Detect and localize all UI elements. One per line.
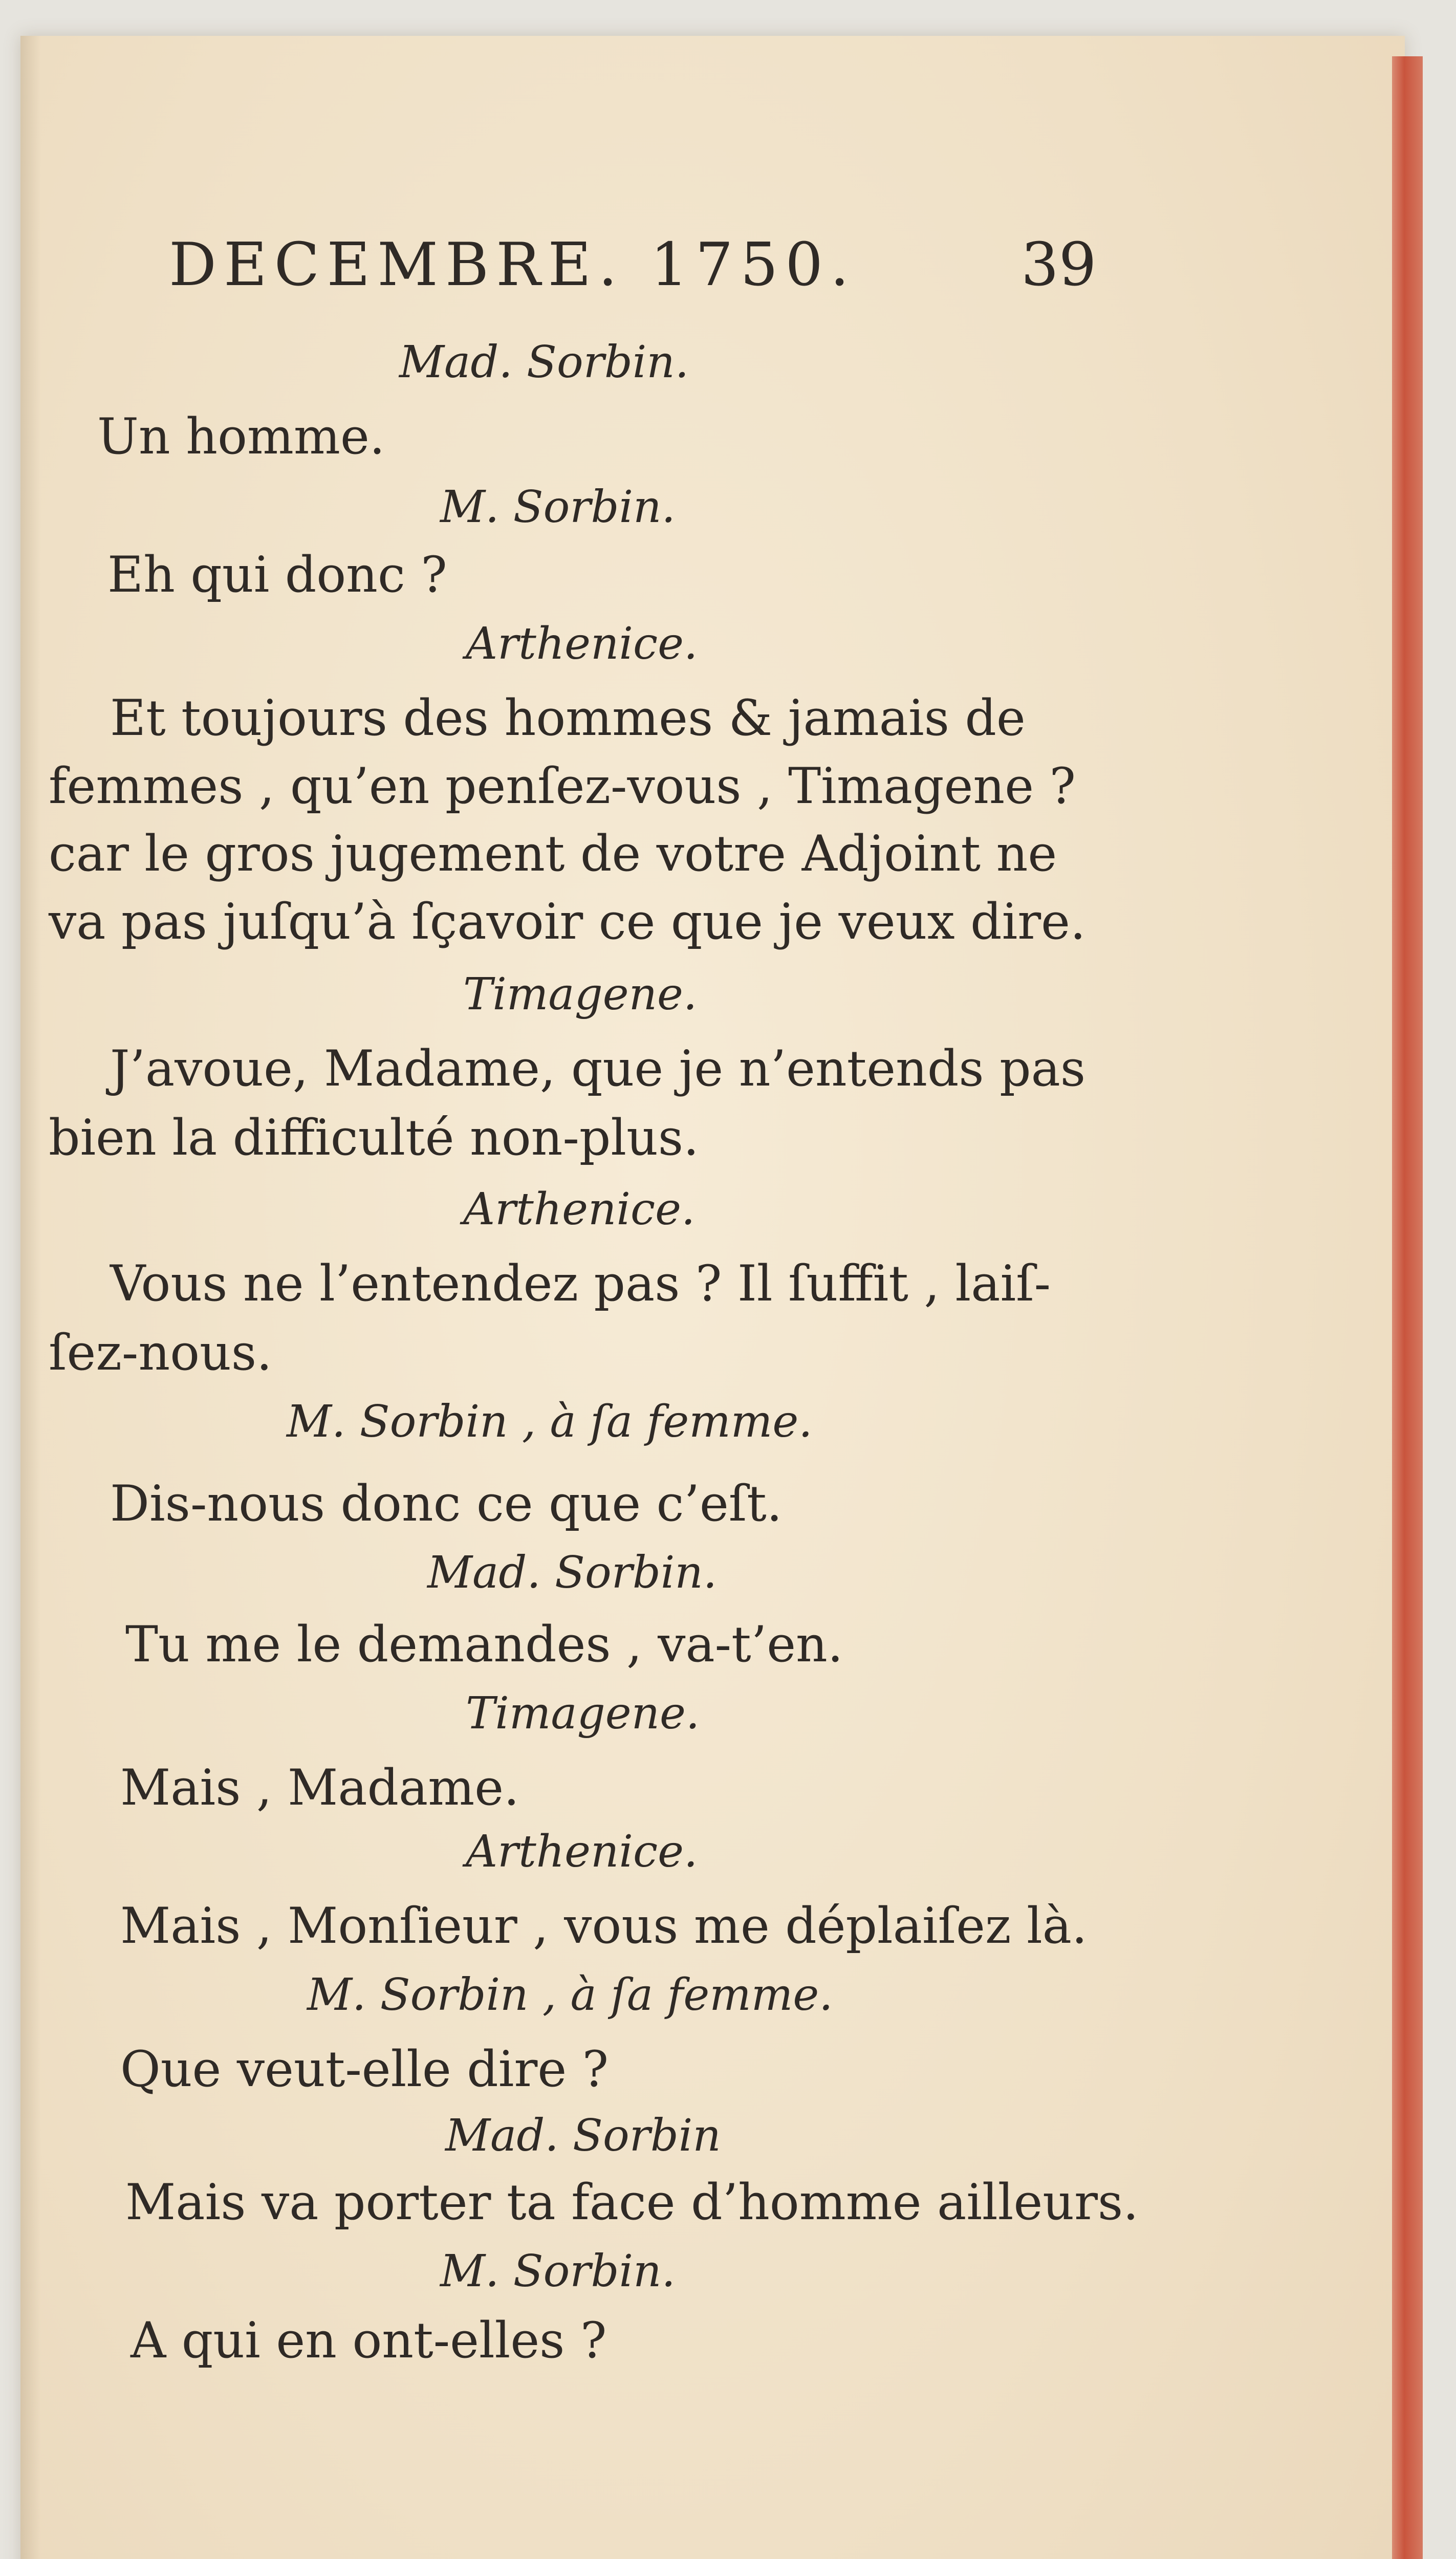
speech-line: femmes , qu’en penſez-vous , Timagene ? — [49, 757, 1076, 815]
speaker-heading: Mad. Sorbin. — [399, 337, 689, 388]
speech-line: Et toujours des hommes & jamais de — [110, 689, 1026, 747]
speaker-heading: Timagene. — [466, 1688, 700, 1739]
speech-line: Vous ne l’entendez pas ? Il ſuffit , laiſ- — [110, 1255, 1051, 1312]
speech-line: Eh qui donc ? — [107, 546, 447, 603]
speaker-heading: Timagene. — [463, 969, 698, 1020]
speaker-heading: Mad. Sorbin — [445, 2110, 721, 2161]
speaker-heading: Arthenice. — [466, 1826, 698, 1877]
speech-line: Dis-nous donc ce que c’eſt. — [110, 1475, 783, 1532]
running-title: DECEMBRE. 1750. — [169, 230, 856, 299]
speaker-heading: M. Sorbin , à ſa femme. — [307, 1969, 833, 2021]
speaker-heading: M. Sorbin. — [440, 482, 676, 533]
speech-line: J’avoue, Madame, que je n’entends pas — [110, 1040, 1086, 1097]
speech-line: Un homme. — [97, 408, 385, 465]
speech-line: Mais , Madame. — [120, 1759, 519, 1816]
speaker-heading: M. Sorbin , à ſa femme. — [287, 1396, 813, 1447]
speaker-heading: Arthenice. — [466, 618, 698, 669]
speech-line: Mais , Monſieur , vous me déplaiſez là. — [120, 1897, 1088, 1955]
speaker-heading: Arthenice. — [463, 1184, 696, 1235]
speech-line: A qui en ont-elles ? — [131, 2312, 607, 2369]
binding-shadow — [20, 36, 41, 2559]
speech-line: Tu me le demandes , va-t’en. — [125, 1616, 843, 1673]
speech-line: bien la difficulté non-plus. — [49, 1109, 699, 1166]
speech-line: Mais va porter ta face d’homme ailleurs. — [125, 2174, 1139, 2231]
speaker-heading: Mad. Sorbin. — [427, 1547, 718, 1598]
page-number: 39 — [1021, 230, 1097, 299]
speech-line: Que veut-elle dire ? — [120, 2041, 609, 2098]
speaker-heading: M. Sorbin. — [440, 2246, 676, 2297]
speech-line: ſez-nous. — [49, 1324, 272, 1381]
speech-line: va pas juſqu’à ſçavoir ce que je veux dire. — [49, 893, 1086, 950]
speech-line: car le gros jugement de votre Adjoint ne — [49, 825, 1057, 882]
red-page-edge — [1392, 56, 1423, 2559]
